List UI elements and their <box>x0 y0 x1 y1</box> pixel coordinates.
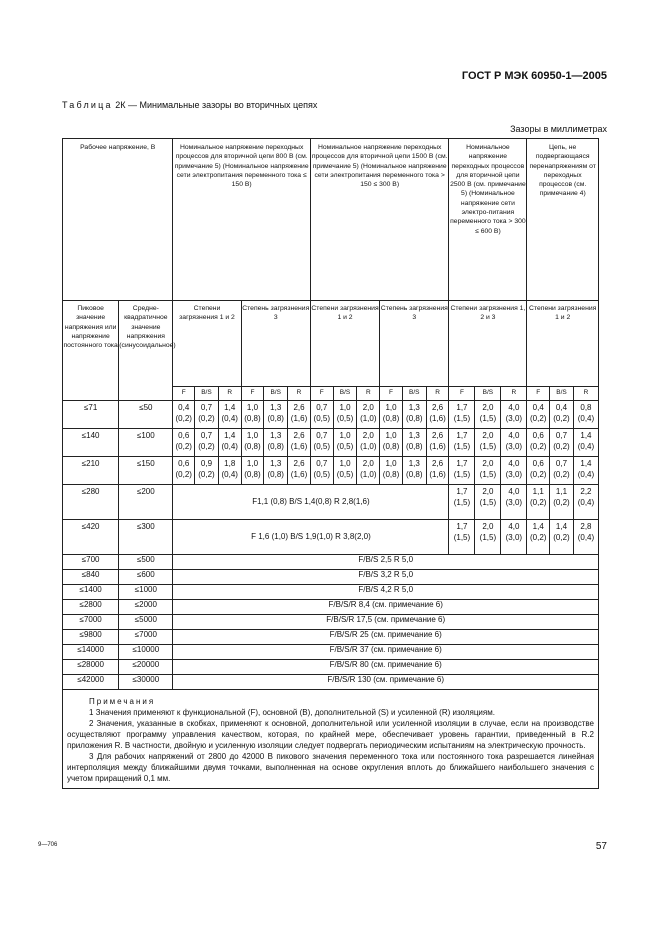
value-cell <box>527 429 550 457</box>
value-main: 1,1 <box>532 487 544 496</box>
column-code: B/S <box>550 387 574 401</box>
table-row <box>63 600 599 615</box>
value-main: 1,0 <box>385 459 397 468</box>
value-main: 2,6 <box>293 431 305 440</box>
value-main: 2,0 <box>362 431 374 440</box>
deg3-header: Степень загрязнения 3 <box>241 301 310 387</box>
value-alt: (0,2) <box>175 413 192 423</box>
value-cell <box>333 457 357 485</box>
value-alt: (1,0) <box>360 469 377 479</box>
deg12-header: Степени загрязнения 1 и 2 <box>527 301 599 387</box>
table-row <box>63 585 599 600</box>
value-main: 0,7 <box>555 431 568 440</box>
table-row <box>63 675 599 690</box>
value-cell <box>357 401 380 429</box>
value-cell <box>550 457 574 485</box>
value-cell <box>501 485 527 520</box>
value-main: 2,0 <box>482 522 494 531</box>
value-cell <box>195 401 219 429</box>
value-alt: (0,8) <box>267 441 284 451</box>
column-code: F <box>241 387 264 401</box>
value-cell <box>527 485 550 520</box>
value-cell <box>573 429 598 457</box>
column-code: B/S <box>402 387 426 401</box>
merged-value: F/B/S 2,5 R 5,0 <box>173 555 599 570</box>
peak-voltage: ≤9800 <box>63 630 119 645</box>
value-cell <box>310 429 333 457</box>
value-cell <box>501 457 527 485</box>
table-row <box>63 615 599 630</box>
value-alt: (0,5) <box>336 413 354 423</box>
value-alt: (0,2) <box>529 497 547 507</box>
value-cell <box>501 429 527 457</box>
value-cell <box>241 401 264 429</box>
rms-voltage: ≤1000 <box>119 585 173 600</box>
value-main: 1,0 <box>246 403 259 412</box>
value-main: 1,0 <box>385 403 397 412</box>
value-cell <box>426 457 449 485</box>
rms-voltage: ≤100 <box>119 429 173 457</box>
value-cell <box>426 401 449 429</box>
value-main: 2,0 <box>482 431 494 440</box>
column-code: B/S <box>195 387 219 401</box>
clearance-table <box>62 138 599 789</box>
table-row <box>63 645 599 660</box>
value-main: 1,3 <box>408 431 420 440</box>
value-alt: (0,2) <box>175 441 192 451</box>
column-code: R <box>426 387 449 401</box>
value-cell <box>550 429 574 457</box>
rms-voltage: ≤30000 <box>119 675 173 690</box>
footer-code: 9—706 <box>38 842 58 848</box>
value-alt: (0,2) <box>553 413 570 423</box>
value-cell <box>380 401 403 429</box>
value-alt: (0,8) <box>244 441 261 451</box>
value-main: 1,0 <box>339 403 351 412</box>
value-cell <box>333 429 357 457</box>
value-main: 0,4 <box>555 403 568 412</box>
table-row <box>63 429 599 457</box>
value-main: 0,7 <box>316 459 328 468</box>
table-row <box>63 520 599 555</box>
peak-voltage: ≤420 <box>63 520 119 555</box>
merged-value: F/B/S/R 37 (см. примечание 6) <box>173 645 599 660</box>
value-alt: (1,0) <box>360 441 377 451</box>
value-main: 0,4 <box>178 403 190 412</box>
value-main: 4,0 <box>508 431 520 440</box>
column-code: F <box>173 387 195 401</box>
value-main: 1,3 <box>270 403 282 412</box>
rms-voltage: ≤50 <box>119 401 173 429</box>
value-cell <box>173 429 195 457</box>
deg12-header: Степени загрязнения 1 и 2 <box>310 301 379 387</box>
value-cell <box>527 520 550 555</box>
value-main: 2,0 <box>482 459 494 468</box>
value-main: 2,2 <box>580 487 592 496</box>
value-cell <box>195 429 219 457</box>
value-main: 1,0 <box>339 431 351 440</box>
value-main: 1,0 <box>246 431 259 440</box>
peak-header: Пиковое значение напряжения или напряжение постоянного тока <box>63 301 119 401</box>
column-code: R <box>501 387 527 401</box>
value-main: 0,6 <box>532 459 544 468</box>
deg123-header: Степени загрязнения 1, 2 и 3 <box>449 301 527 387</box>
column-code: R <box>288 387 311 401</box>
merged-value: F 1,6 (1,0) B/S 1,9(1,0) R 3,8(2,0) <box>173 520 449 555</box>
merged-value: F1,1 (0,8) B/S 1,4(0,8) R 2,8(1,6) <box>173 485 449 520</box>
value-main: 1,1 <box>555 487 568 496</box>
value-main: 1,3 <box>270 459 282 468</box>
value-cell <box>449 457 475 485</box>
value-main: 1,3 <box>270 431 282 440</box>
value-cell <box>501 520 527 555</box>
deg12-header: Степени загрязнения 1 и 2 <box>173 301 241 387</box>
table-row <box>63 401 599 429</box>
value-main: 4,0 <box>508 403 520 412</box>
rms-voltage: ≤150 <box>119 457 173 485</box>
value-main: 0,7 <box>200 431 213 440</box>
value-cell <box>475 485 501 520</box>
value-alt: (0,4) <box>221 413 238 423</box>
value-alt: (1,5) <box>453 441 471 451</box>
value-main: 1,7 <box>456 431 468 440</box>
value-alt: (0,2) <box>529 532 547 542</box>
value-cell <box>527 457 550 485</box>
value-cell <box>402 401 426 429</box>
value-main: 0,7 <box>316 403 328 412</box>
column-code: B/S <box>333 387 357 401</box>
rms-voltage: ≤20000 <box>119 660 173 675</box>
value-alt: (0,2) <box>553 532 570 542</box>
group-notransient-header: Цепь, не подвергающаяся перенапряжениям от переходных процессов (см. примечание 4) <box>527 139 599 301</box>
column-code: B/S <box>475 387 501 401</box>
deg3-header: Степень загрязнения 3 <box>380 301 449 387</box>
peak-voltage: ≤1400 <box>63 585 119 600</box>
value-alt: (1,6) <box>290 469 308 479</box>
value-main: 1,4 <box>580 459 592 468</box>
table-row <box>63 630 599 645</box>
value-cell <box>550 401 574 429</box>
value-alt: (0,5) <box>313 469 330 479</box>
page-number: 57 <box>595 841 607 852</box>
value-cell <box>288 429 311 457</box>
value-alt: (0,8) <box>382 441 400 451</box>
value-main: 1,4 <box>580 431 592 440</box>
working-voltage-header: Рабочее напряжение, В <box>63 139 173 301</box>
value-alt: (1,0) <box>360 413 377 423</box>
value-alt: (0,8) <box>244 469 261 479</box>
value-cell <box>449 401 475 429</box>
value-cell <box>357 457 380 485</box>
value-cell <box>380 429 403 457</box>
value-alt: (1,5) <box>479 413 497 423</box>
value-main: 0,7 <box>316 431 328 440</box>
value-alt: (0,5) <box>313 441 330 451</box>
value-cell <box>173 401 195 429</box>
column-code: B/S <box>264 387 288 401</box>
value-alt: (1,6) <box>429 413 446 423</box>
rms-voltage: ≤2000 <box>119 600 173 615</box>
value-alt: (0,4) <box>577 532 595 542</box>
value-cell <box>475 457 501 485</box>
value-alt: (1,5) <box>453 413 471 423</box>
value-cell <box>449 485 475 520</box>
value-cell <box>218 401 241 429</box>
peak-voltage: ≤840 <box>63 570 119 585</box>
value-alt: (0,8) <box>382 469 400 479</box>
peak-voltage: ≤700 <box>63 555 119 570</box>
peak-voltage: ≤42000 <box>63 675 119 690</box>
value-main: 2,6 <box>293 459 305 468</box>
value-main: 2,0 <box>482 487 494 496</box>
value-alt: (3,0) <box>505 532 523 542</box>
value-main: 1,3 <box>408 459 420 468</box>
value-main: 0,6 <box>178 431 190 440</box>
value-alt: (0,2) <box>175 469 192 479</box>
value-main: 2,8 <box>580 522 592 531</box>
rms-voltage: ≤10000 <box>119 645 173 660</box>
peak-voltage: ≤71 <box>63 401 119 429</box>
value-main: 4,0 <box>508 522 520 531</box>
value-alt: (1,5) <box>479 532 497 542</box>
table-row <box>63 555 599 570</box>
caption-label: Таблица <box>62 100 113 110</box>
group-1500-header: Номинальное напряжение переходных процессов для вторичной цепи 1500 В (см. примечание 5) (Номинальное напряжение сети электропитания переменного тока > 150 ≤ 300 В) <box>310 139 449 301</box>
value-cell <box>573 520 598 555</box>
merged-value: F/B/S/R 25 (см. примечание 6) <box>173 630 599 645</box>
note-1: 1 Значения применяют к функциональной (F), основной (B), дополнительной (S) и усиленной (R) изоляциям. <box>89 708 495 717</box>
value-alt: (1,5) <box>479 469 497 479</box>
value-alt: (3,0) <box>505 441 523 451</box>
peak-voltage: ≤28000 <box>63 660 119 675</box>
value-main: 0,7 <box>555 459 568 468</box>
column-code: F <box>527 387 550 401</box>
value-alt: (3,0) <box>505 469 523 479</box>
value-main: 1,7 <box>456 459 468 468</box>
value-cell <box>449 520 475 555</box>
value-main: 2,0 <box>362 459 374 468</box>
value-alt: (0,2) <box>529 469 547 479</box>
value-cell <box>218 457 241 485</box>
value-main: 0,4 <box>532 403 544 412</box>
value-main: 0,7 <box>200 403 213 412</box>
value-alt: (0,5) <box>336 441 354 451</box>
value-alt: (1,5) <box>453 469 471 479</box>
merged-value: F/B/S/R 130 (см. примечание 6) <box>173 675 599 690</box>
value-alt: (1,5) <box>479 497 497 507</box>
rms-voltage: ≤200 <box>119 485 173 520</box>
value-alt: (0,8) <box>406 441 423 451</box>
column-code: R <box>573 387 598 401</box>
value-cell <box>402 429 426 457</box>
value-cell <box>527 401 550 429</box>
value-cell <box>333 401 357 429</box>
value-main: 1,0 <box>339 459 351 468</box>
note-2: 2 Значения, указанные в скобках, применяют к основной, дополнительной или усиленной изоляции в случае, если на производстве осуществляют программу управления качеством, которая, по крайней мере, обеспечивает уровень гарантии, приведенный в R.2 приложения R. В частности, двойную и усиленную изоляции следует подвергать периодическим испытаниям на электрическую прочность. <box>67 719 594 750</box>
value-cell <box>380 457 403 485</box>
value-main: 2,0 <box>362 403 374 412</box>
value-cell <box>550 520 574 555</box>
merged-value: F/B/S 4,2 R 5,0 <box>173 585 599 600</box>
value-cell <box>475 401 501 429</box>
value-cell <box>475 520 501 555</box>
value-alt: (1,5) <box>479 441 497 451</box>
value-alt: (0,2) <box>553 441 570 451</box>
value-cell <box>264 457 288 485</box>
value-cell <box>288 457 311 485</box>
column-code: F <box>449 387 475 401</box>
value-main: 1,7 <box>456 403 468 412</box>
value-cell <box>310 457 333 485</box>
value-alt: (0,2) <box>529 413 547 423</box>
value-alt: (0,5) <box>313 413 330 423</box>
value-main: 0,6 <box>532 431 544 440</box>
value-cell <box>310 401 333 429</box>
value-cell <box>288 401 311 429</box>
caption-text: 2К — Минимальные зазоры во вторичных цепях <box>112 100 318 110</box>
value-main: 0,9 <box>200 459 213 468</box>
value-alt: (0,4) <box>577 497 595 507</box>
peak-voltage: ≤2800 <box>63 600 119 615</box>
value-main: 0,8 <box>580 403 592 412</box>
peak-voltage: ≤7000 <box>63 615 119 630</box>
value-main: 1,3 <box>408 403 420 412</box>
value-alt: (0,4) <box>221 469 238 479</box>
value-alt: (3,0) <box>505 497 523 507</box>
value-main: 1,4 <box>224 431 236 440</box>
value-cell <box>241 457 264 485</box>
rms-voltage: ≤7000 <box>119 630 173 645</box>
value-main: 2,6 <box>432 431 444 440</box>
rms-voltage: ≤5000 <box>119 615 173 630</box>
rms-voltage: ≤300 <box>119 520 173 555</box>
value-cell <box>426 429 449 457</box>
merged-value: F/B/S/R 17,5 (см. примечание 6) <box>173 615 599 630</box>
value-alt: (0,8) <box>406 469 423 479</box>
value-cell <box>195 457 219 485</box>
note-3: 3 Для рабочих напряжений от 2800 до 42000 В пикового значения переменного тока или постоянного тока разрешается линейная интерполяция между ближайшими двумя точками, выполненная на основе округления вплоть до ближайшего наибольшего значения с учетом приращений 0,1 мм. <box>67 752 594 783</box>
group-800-header: Номинальное напряжение переходных процессов для вторичной цепи 800 В (см. примечание 5) (Номинальное напряжение сети электропитания переменного тока ≤ 150 В) <box>173 139 310 301</box>
value-alt: (3,0) <box>505 413 523 423</box>
value-cell <box>573 457 598 485</box>
peak-voltage: ≤210 <box>63 457 119 485</box>
value-cell <box>241 429 264 457</box>
table-row <box>63 660 599 675</box>
value-alt: (0,8) <box>244 413 261 423</box>
value-alt: (1,6) <box>429 441 446 451</box>
value-alt: (0,2) <box>198 469 215 479</box>
value-alt: (0,4) <box>577 469 595 479</box>
column-code: F <box>380 387 403 401</box>
value-alt: (0,2) <box>529 441 547 451</box>
value-cell <box>550 485 574 520</box>
value-main: 1,0 <box>246 459 259 468</box>
value-cell <box>475 429 501 457</box>
notes-title: Примечания <box>89 697 156 706</box>
value-main: 2,0 <box>482 403 494 412</box>
value-main: 1,7 <box>456 522 468 531</box>
value-main: 1,7 <box>456 487 468 496</box>
rms-header: Средне-квадратичное значение напряжения (синусоидальное) <box>119 301 173 401</box>
value-alt: (1,6) <box>290 441 308 451</box>
value-alt: (0,4) <box>577 413 595 423</box>
value-alt: (0,4) <box>577 441 595 451</box>
units-note: Зазоры в миллиметрах <box>510 124 607 134</box>
value-cell <box>501 401 527 429</box>
value-cell <box>573 485 598 520</box>
value-main: 2,6 <box>432 459 444 468</box>
value-alt: (1,6) <box>290 413 308 423</box>
value-cell <box>173 457 195 485</box>
value-alt: (1,6) <box>429 469 446 479</box>
value-main: 1,4 <box>224 403 236 412</box>
peak-voltage: ≤14000 <box>63 645 119 660</box>
value-alt: (0,8) <box>267 469 284 479</box>
peak-voltage: ≤140 <box>63 429 119 457</box>
value-cell <box>357 429 380 457</box>
value-alt: (0,2) <box>553 497 570 507</box>
value-alt: (0,4) <box>221 441 238 451</box>
value-cell <box>573 401 598 429</box>
standard-header: ГОСТ Р МЭК 60950-1—2005 <box>461 70 607 82</box>
table-caption <box>62 100 317 110</box>
value-cell <box>402 457 426 485</box>
value-main: 1,4 <box>555 522 568 531</box>
table-row <box>63 570 599 585</box>
rms-voltage: ≤600 <box>119 570 173 585</box>
value-alt: (0,2) <box>198 441 215 451</box>
value-main: 4,0 <box>508 459 520 468</box>
value-main: 1,8 <box>224 459 236 468</box>
value-cell <box>264 429 288 457</box>
value-alt: (0,2) <box>198 413 215 423</box>
column-code: R <box>357 387 380 401</box>
value-main: 1,4 <box>532 522 544 531</box>
value-alt: (0,8) <box>406 413 423 423</box>
value-alt: (0,2) <box>553 469 570 479</box>
value-main: 2,6 <box>293 403 305 412</box>
value-alt: (1,5) <box>453 532 471 542</box>
group-2500-header: Номинальное напряжение переходных процессов для вторичной цепи 2500 В (см. примечание 5) (Номинальное напряжение сети электро-питания переменного тока > 300 ≤ 600 В) <box>449 139 527 301</box>
peak-voltage: ≤280 <box>63 485 119 520</box>
value-main: 0,6 <box>178 459 190 468</box>
merged-value: F/B/S 3,2 R 5,0 <box>173 570 599 585</box>
value-cell <box>449 429 475 457</box>
value-cell <box>218 429 241 457</box>
table-row <box>63 485 599 520</box>
merged-value: F/B/S/R 8,4 (см. примечание 6) <box>173 600 599 615</box>
value-main: 2,6 <box>432 403 444 412</box>
rms-voltage: ≤500 <box>119 555 173 570</box>
table-row <box>63 457 599 485</box>
notes-section <box>63 690 599 789</box>
value-alt: (0,5) <box>336 469 354 479</box>
column-code: R <box>218 387 241 401</box>
value-main: 1,0 <box>385 431 397 440</box>
column-code: F <box>310 387 333 401</box>
value-alt: (1,5) <box>453 497 471 507</box>
merged-value: F/B/S/R 80 (см. примечание 6) <box>173 660 599 675</box>
value-alt: (0,8) <box>267 413 284 423</box>
value-alt: (0,8) <box>382 413 400 423</box>
value-cell <box>264 401 288 429</box>
value-main: 4,0 <box>508 487 520 496</box>
